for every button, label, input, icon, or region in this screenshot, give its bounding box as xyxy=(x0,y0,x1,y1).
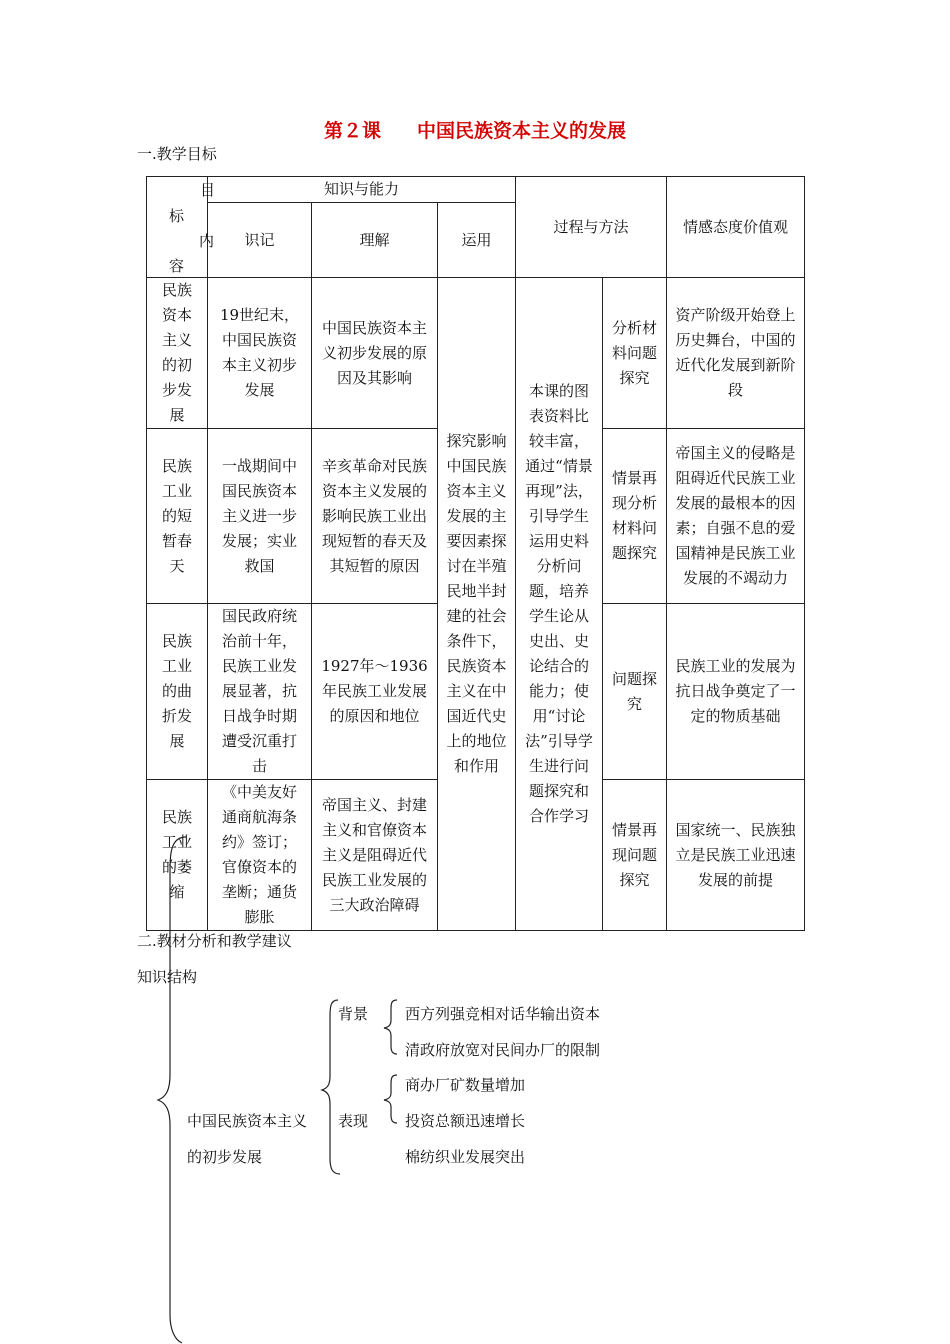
method-cell: 分析材料问题探究 xyxy=(603,278,667,429)
method-cell: 情景再现分析材料问题探究 xyxy=(603,429,667,604)
outer-brace xyxy=(150,835,190,1344)
recall-header: 识记 xyxy=(208,203,312,278)
method-cell: 问题探究 xyxy=(603,604,667,780)
process-header: 过程与方法 xyxy=(516,177,667,278)
process-cell: 本课的图表资料比较丰富，通过“情景再现”法，引导学生运用史料分析问题，培养学生论从史出、史论结合的能力；使用“讨论法”引导学生进行问题探究和合作学习 xyxy=(516,278,603,931)
structure-main-topic-line1: 中国民族资本主义 xyxy=(187,1112,308,1130)
corner-label-biao: 标 xyxy=(169,207,185,225)
corner-label-rong: 容 xyxy=(169,257,185,275)
section-heading-objectives: 一.教学目标 xyxy=(137,145,217,163)
emotion-cell: 帝国主义的侵略是阻碍近代民族工业发展的最根本的因素；自强不息的爱国精神是民族工业发展的不竭动力 xyxy=(667,429,805,604)
understand-header: 理解 xyxy=(312,203,438,278)
background-label: 背景 xyxy=(338,1005,369,1023)
understand-cell: 辛亥革命对民族资本主义发展的影响民族工业出现短暂的春天及其短暂的原因 xyxy=(312,429,438,604)
performance-item: 棉纺织业发展突出 xyxy=(405,1148,526,1166)
apply-header: 运用 xyxy=(438,203,516,278)
structure-label: 知识结构 xyxy=(137,968,198,986)
performance-label: 表现 xyxy=(338,1112,369,1130)
recall-cell: 19世纪末，中国民族资本主义初步发展 xyxy=(208,278,312,429)
recall-cell: 国民政府统治前十年，民族工业发展显著，抗日战争时期遭受沉重打击 xyxy=(208,604,312,780)
header-corner-cell xyxy=(147,177,216,278)
emotion-header: 情感态度价值观 xyxy=(667,177,805,278)
topic-brace xyxy=(318,998,342,1176)
apply-cell: 探究影响中国民族资本主义发展的主要因素探讨在半殖民地半封建的社会条件下，民族资本主义在中国近代史上的地位和作用 xyxy=(438,278,516,931)
topic-cell: 民族资本主义的初步发展 xyxy=(147,278,208,429)
recall-cell: 《中美友好通商航海条约》签订；官僚资本的垄断；通货膨胀 xyxy=(208,780,312,931)
performance-item: 投资总额迅速增长 xyxy=(405,1112,526,1130)
corner-label-mu: 目 xyxy=(200,181,216,199)
understand-cell: 帝国主义、封建主义和官僚资本主义是阻碍近代民族工业发展的三大政治障碍 xyxy=(312,780,438,931)
topic-cell: 民族工业的曲折发展 xyxy=(147,604,208,780)
understand-cell: 1927年～1936年民族工业发展的原因和地位 xyxy=(312,604,438,780)
topic-cell: 民族工业的萎缩 xyxy=(147,780,208,931)
knowledge-header: 知识与能力 xyxy=(208,177,516,203)
emotion-cell: 国家统一、民族独立是民族工业迅速发展的前提 xyxy=(667,780,805,931)
section-heading-analysis: 二.教材分析和教学建议 xyxy=(137,932,292,950)
background-item: 西方列强竞相对话华输出资本 xyxy=(405,1005,601,1023)
recall-cell: 一战期间中国民族资本主义进一步发展；实业救国 xyxy=(208,429,312,604)
emotion-cell: 民族工业的发展为抗日战争奠定了一定的物质基础 xyxy=(667,604,805,780)
page-title xyxy=(0,116,950,143)
understand-cell: 中国民族资本主义初步发展的原因及其影响 xyxy=(312,278,438,429)
topic-cell: 民族工业的短暂春天 xyxy=(147,429,208,604)
corner-label-nei: 内 xyxy=(199,232,215,250)
objectives-table xyxy=(146,176,805,931)
lesson-number: 第２课 xyxy=(323,120,381,142)
method-cell: 情景再现问题探究 xyxy=(603,780,667,931)
performance-brace xyxy=(381,1073,401,1125)
background-brace xyxy=(381,998,401,1056)
structure-main-topic-line2: 的初步发展 xyxy=(187,1148,263,1166)
performance-item: 商办厂矿数量增加 xyxy=(405,1076,526,1094)
background-item: 清政府放宽对民间办厂的限制 xyxy=(405,1041,601,1059)
lesson-name: 中国民族资本主义的发展 xyxy=(417,120,627,142)
emotion-cell: 资产阶级开始登上历史舞台，中国的近代化发展到新阶段 xyxy=(667,278,805,429)
